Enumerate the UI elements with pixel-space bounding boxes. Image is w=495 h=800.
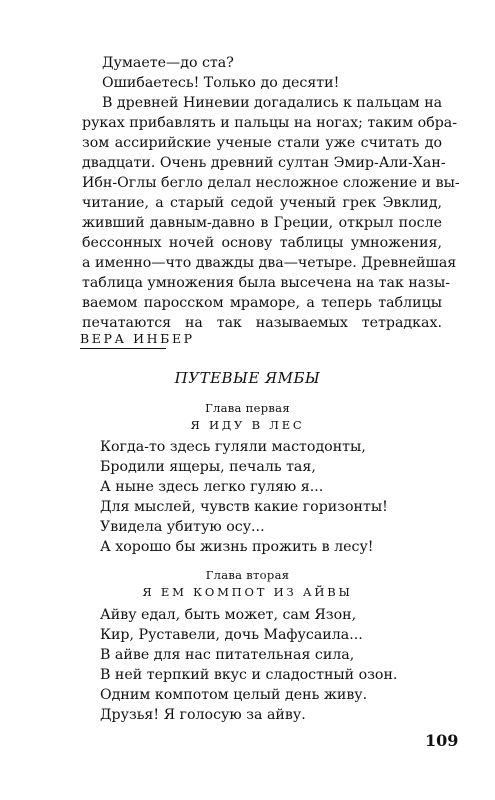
verse-line: Увидела убитую осу... [100,519,265,535]
chapter-2-label: Глава вторая [205,568,290,582]
prose-text [82,53,460,333]
chapter-1-label: Глава первая [205,401,290,415]
prose-line: а именно—что дважды два—четыре. Древнейшая [82,255,457,271]
verse-line: Одним компотом целый день живу. [100,687,368,703]
verse-line: Для мыслей, чувств какие горизонты! [100,499,388,515]
verse-line: Бродили ящеры, печаль тая, [100,459,316,475]
chapter-1-verse [100,437,388,557]
verse-line: Когда-то здесь гуляли мастодонты, [100,439,366,455]
prose-line: двадцати. Очень древний султан Эмир-Али-Хан- [82,155,446,171]
verse-line: А хорошо бы жизнь прожить в лесу! [100,539,374,555]
poem-author: ВЕРА ИНБЕР [80,331,195,346]
prose-line: ваемом паросском мраморе, а теперь таблицы [82,295,442,311]
prose-line: живший давным-давно в Греции, открыл после [82,215,442,231]
prose-line: читание, а старый седой ученый грек Эвклид, [82,195,442,211]
prose-line: бессонных ночей основу таблицы умножения, [82,235,442,251]
chapter-1-subtitle: Я ИДУ В ЛЕС [190,418,305,432]
verse-line: В ней терпкий вкус и сладостный озон. [100,667,398,683]
prose-line: зом ассирийские ученые стали уже считать до [82,135,442,151]
prose-line: руках прибавлять и пальцы на ногах; таким обра- [82,115,458,131]
chapter-2-verse [100,605,397,725]
verse-line: А ныне здесь легко гуляю я... [100,479,324,495]
verse-line: Друзья! Я голосую за айву. [100,707,306,723]
prose-line: Ошибаетесь! Только до десяти! [102,75,340,91]
verse-line: В айве для нас питательная сила, [100,647,355,663]
chapter-2-subtitle: Я ЕМ КОМПОТ ИЗ АЙВЫ [142,585,353,599]
verse-line: Айву едал, быть может, сам Язон, [100,607,357,623]
poem-title: ПУТЕВЫЕ ЯМБЫ [174,369,321,387]
author-underline [80,348,166,349]
prose-line: В древней Ниневии догадались к пальцам на [102,95,443,111]
page-number: 109 [425,731,459,750]
prose-line: таблица умножения была высечена на так назы- [82,275,451,291]
prose-line: печатаются на так называемых тетрадках. [82,315,442,331]
prose-line: Ибн-Оглы бегло делал несложное сложение и вы- [82,175,460,191]
prose-line: Думаете—до ста? [102,55,234,71]
verse-line: Кир, Руставели, дочь Мафусаила... [100,627,363,643]
